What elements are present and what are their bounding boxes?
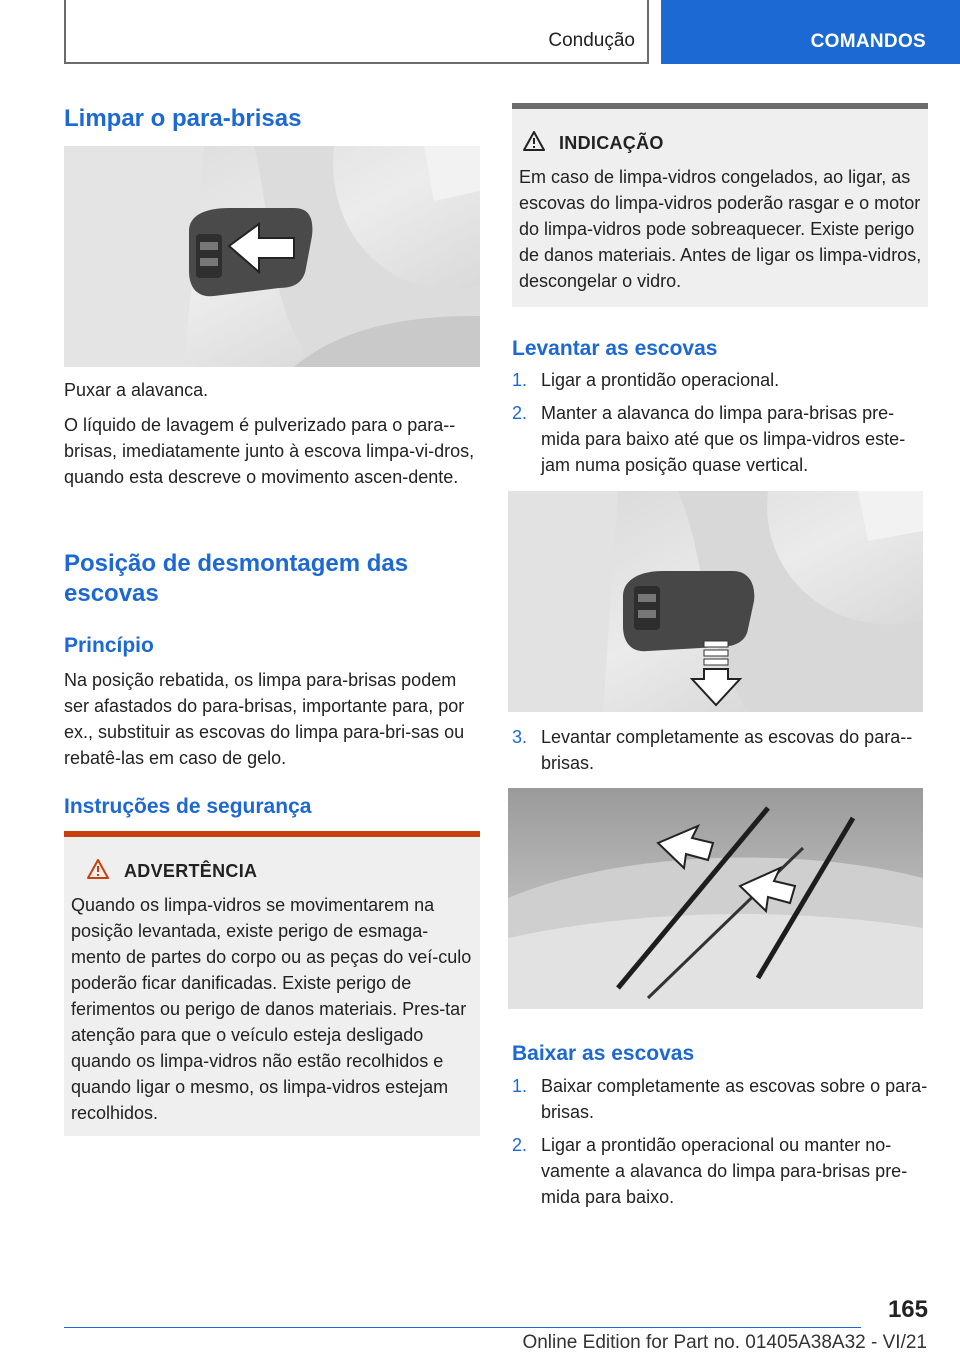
list-item: 2. Manter a alavanca do limpa para-brisas pre-mida para baixo até que os limpa-vidros este-jam numa posição quase vertical. [512,403,906,475]
lever-push-down-image [508,491,923,712]
heading-levantar: Levantar as escovas [512,337,718,360]
page-number: 165 [887,1296,928,1323]
header-chapter-tab [661,0,960,64]
warning-box [64,831,480,1136]
header-section-box [64,0,649,64]
steps-levantar-3 [512,724,928,776]
list-item: 3. Levantar completamente as escovas do para--brisas. [512,727,913,773]
lever-pull-image [64,146,480,367]
steps-baixar [512,1073,928,1210]
warning-bar [64,831,480,837]
list-item: 2. Ligar a prontidão operacional ou manter no-vamente a alavanca do limpa para-brisas pre-mida para baixo. [512,1135,908,1207]
caption-puxar: Puxar a alavanca. [64,380,209,400]
notice-bar [512,103,928,109]
notice-title: INDICAÇÃO [559,133,664,153]
header-section-label: Condução [548,30,635,51]
heading-limpar: Limpar o para-brisas [64,105,302,132]
heading-seguranca: Instruções de segurança [64,795,312,818]
heading-posicao: Posição de desmontagem das escovas [64,550,409,607]
heading-baixar: Baixar as escovas [512,1042,695,1065]
list-item: 1. Baixar completamente as escovas sobre o para-brisas. [512,1076,928,1122]
warning-text: Quando os limpa-vidros se movimentarem na posição levantada, existe perigo de esmaga-mento de partes do corpo ou as peças do veí-culo poderão ficar danificadas. Existe perigo de ferimentos ou perigo de danos materiais. Pres-tar atenção para que o veículo esteja desligado quando os limpa-vidros não estão recolhidos e quando ligar o mesmo, os limpa-vidros estejam recolhidos. [71,895,472,1123]
notice-box [512,103,928,307]
notice-triangle-icon [523,131,545,151]
wipers-raised-image [508,788,923,1009]
warning-triangle-icon [87,859,109,879]
footer-edition: Online Edition for Part no. 01405A38A32 - VI/21 [522,1332,927,1353]
header-chapter-label: COMANDOS [810,31,926,52]
list-item: 1. Ligar a prontidão operacional. [512,370,780,390]
footer-divider [64,1327,861,1328]
notice-text: Em caso de limpa-vidros congelados, ao ligar, as escovas do limpa-vidros poderão rasgar e o motor do limpa-vidros pode sobreaquecer. Existe perigo de danos materiais. Antes de ligar os limpa-vidros, descongelar o vidro. [519,167,922,291]
paragraph-principio: Na posição rebatida, os limpa para-brisas podem ser afastados do para-brisas, importante para, por ex., substituir as escovas do limpa para-bri-sas ou rebatê-las em caso de gelo. [64,670,465,768]
steps-levantar-1-2 [512,367,928,478]
heading-principio: Princípio [64,634,154,657]
warning-title: ADVERTÊNCIA [124,861,258,881]
paragraph-lavagem: O líquido de lavagem é pulverizado para o para--brisas, imediatamente junto à escova limpa-vi-dros, quando esta descreve o movimento ascen-dente. [64,415,475,487]
